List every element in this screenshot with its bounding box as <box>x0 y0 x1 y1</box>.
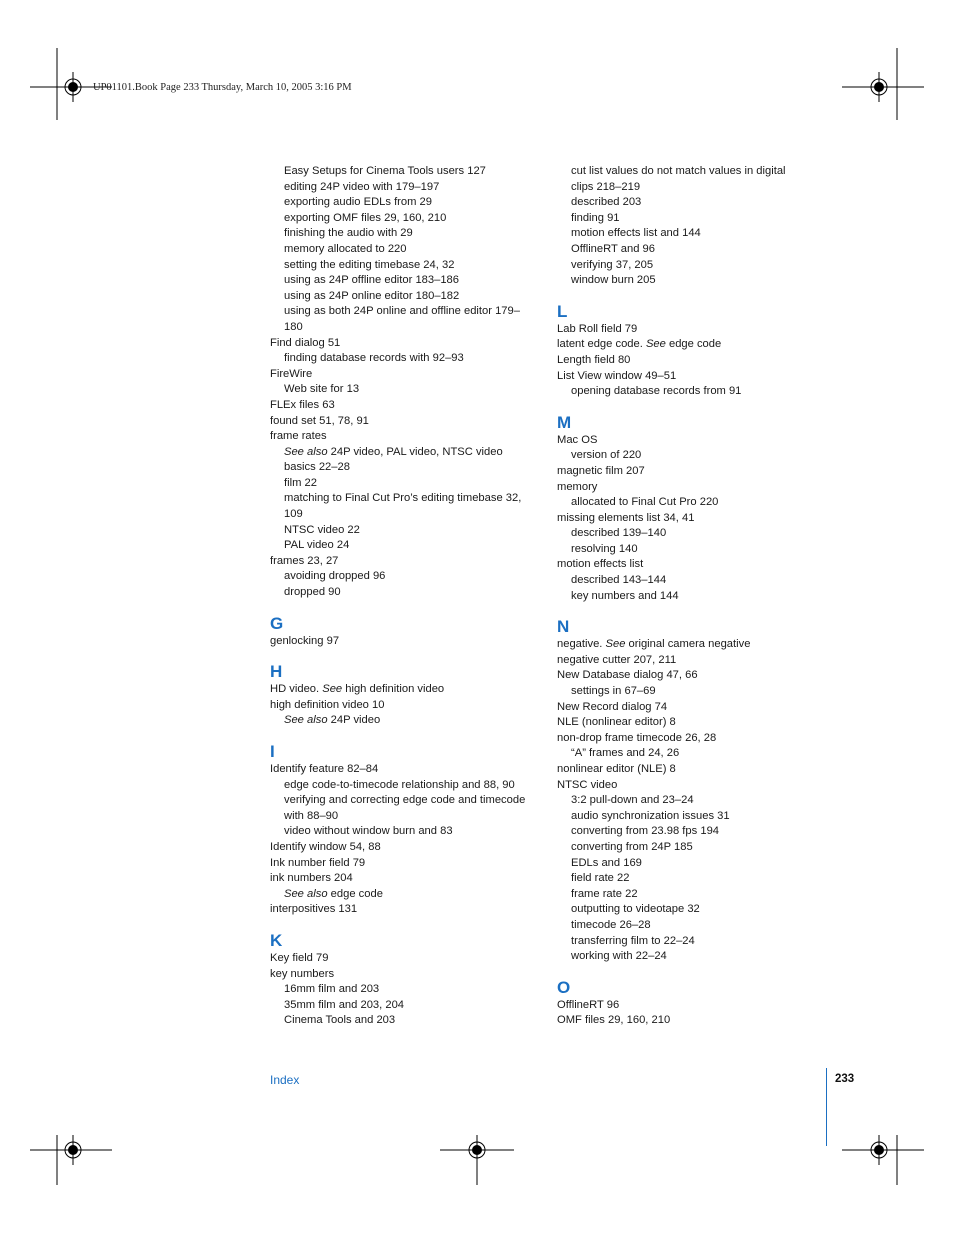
entry-text: HD video. <box>270 683 323 696</box>
index-subentry: motion effects list and 144 <box>571 227 701 240</box>
index-subentry: opening database records from 91 <box>571 385 742 398</box>
index-subentry: converting from 24P 185 <box>571 840 693 853</box>
index-subentry: described 203 <box>571 196 642 209</box>
index-entry: key numbers <box>270 967 335 980</box>
index-subentry: exporting audio EDLs from 29 <box>284 196 433 209</box>
index-subentry: Web site for 13 <box>284 383 360 396</box>
index-subentry: 180 <box>284 320 303 333</box>
index-entry: missing elements list 34, 41 <box>557 511 695 524</box>
index-subentry: editing 24P video with 179–197 <box>284 180 440 193</box>
index-subentry: film 22 <box>284 476 317 489</box>
see-reference: See <box>645 338 666 351</box>
index-subentry <box>270 445 550 461</box>
index-subentry: transferring film to 22–24 <box>571 934 695 947</box>
index-subentry: “A” frames and 24, 26 <box>571 747 680 760</box>
index-entry: FireWire <box>270 367 313 380</box>
index-subentry: NTSC video 22 <box>284 523 360 536</box>
index-section-letter: H <box>270 662 283 682</box>
index-subentry: verifying 37, 205 <box>571 258 654 271</box>
see-also-reference: See also <box>284 445 328 458</box>
index-entry: New Database dialog 47, 66 <box>557 669 698 682</box>
entry-text: latent edge code. <box>557 338 646 351</box>
index-subentry: field rate 22 <box>571 872 630 885</box>
index-entry: frame rates <box>270 430 327 443</box>
registration-mark-icon <box>30 1135 112 1185</box>
index-subentry: using as 24P offline editor 183–186 <box>284 274 459 287</box>
entry-text: 24P video <box>327 714 381 727</box>
index-subentry: setting the editing timebase 24, 32 <box>284 258 455 271</box>
index-entry: non-drop frame timecode 26, 28 <box>557 731 717 744</box>
index-entry: high definition video 10 <box>270 698 385 711</box>
footer-rule <box>826 1068 827 1146</box>
index-subentry: timecode 26–28 <box>571 918 651 931</box>
index-entry: magnetic film 207 <box>557 464 645 477</box>
index-entry: interpositives 131 <box>270 903 358 916</box>
footer-section-label: Index <box>270 1073 300 1087</box>
index-subentry: edge code-to-timecode relationship and 88, 90 <box>284 778 515 791</box>
registration-mark-icon <box>842 1135 924 1185</box>
index-entry: Key field 79 <box>270 951 329 964</box>
index-subentry: allocated to Final Cut Pro 220 <box>571 496 719 509</box>
index-subentry: with 88–90 <box>284 809 339 822</box>
entry-reference-target: edge code <box>665 338 722 351</box>
index-section-letter: G <box>270 613 284 633</box>
index-subentry: video without window burn and 83 <box>284 825 453 838</box>
registration-mark-icon <box>440 1135 514 1185</box>
index-entry: negative cutter 207, 211 <box>557 653 677 666</box>
see-reference: See <box>605 638 626 651</box>
index-entry <box>557 337 817 353</box>
index-subentry: audio synchronization issues 31 <box>571 809 730 822</box>
index-subentry <box>270 713 550 729</box>
index-subentry: clips 218–219 <box>571 180 641 193</box>
index-subentry: dropped 90 <box>284 586 341 599</box>
index-section-letter: N <box>557 617 570 637</box>
index-subentry: outputting to videotape 32 <box>571 903 700 916</box>
index-subentry: avoiding dropped 96 <box>284 570 386 583</box>
index-subentry: cut list values do not match values in digital <box>571 165 786 177</box>
index-subentry: memory allocated to 220 <box>284 242 407 255</box>
index-entry: ink numbers 204 <box>270 872 353 885</box>
index-entry: Identify feature 82–84 <box>270 763 379 775</box>
entry-text: 24P video, PAL video, NTSC video <box>327 445 503 458</box>
index-subentry: finding database records with 92–93 <box>284 352 464 365</box>
index-subentry: PAL video 24 <box>284 539 350 552</box>
index-entry: OMF files 29, 160, 210 <box>557 1014 671 1027</box>
index-entry: List View window 49–51 <box>557 369 677 382</box>
index-entry: Mac OS <box>557 433 598 446</box>
index-subentry <box>270 887 550 903</box>
index-section-letter: I <box>270 742 275 761</box>
entry-reference-target: original camera negative <box>625 638 751 651</box>
index-subentry: described 139–140 <box>571 527 667 540</box>
index-subentry: version of 220 <box>571 449 642 462</box>
index-subentry: OfflineRT and 96 <box>571 242 655 255</box>
index-entry <box>270 682 550 698</box>
index-subentry: using as 24P online editor 180–182 <box>284 289 460 302</box>
index-entry: found set 51, 78, 91 <box>270 414 369 427</box>
index-entry: Lab Roll field 79 <box>557 322 638 335</box>
index-subentry: key numbers and 144 <box>571 589 679 602</box>
index-entry: Identify window 54, 88 <box>270 840 381 853</box>
index-entry: Ink number field 79 <box>270 856 366 869</box>
index-subentry: 16mm film and 203 <box>284 983 380 996</box>
index-subentry: resolving 140 <box>571 542 638 555</box>
index-subentry: Easy Setups for Cinema Tools users 127 <box>284 165 486 177</box>
see-also-reference: See also <box>284 714 328 727</box>
index-entry: NTSC video <box>557 778 618 791</box>
index-subentry: EDLs and 169 <box>571 856 642 869</box>
index-subentry: described 143–144 <box>571 574 667 587</box>
index-entry: memory <box>557 480 598 493</box>
index-entry: New Record dialog 74 <box>557 700 668 713</box>
index-section-letter: M <box>557 412 572 432</box>
registration-mark-icon <box>842 48 924 120</box>
index-section-letter: K <box>270 930 283 950</box>
index-entry: Length field 80 <box>557 353 631 366</box>
index-subentry: finishing the audio with 29 <box>284 227 413 240</box>
index-entry: nonlinear editor (NLE) 8 <box>557 763 676 775</box>
index-subentry: finding 91 <box>571 211 620 224</box>
print-slug: UP01101.Book Page 233 Thursday, March 10, 2005 3:16 PM <box>93 82 352 93</box>
index-column-left <box>270 164 550 1029</box>
index-subentry: 35mm film and 203, 204 <box>284 998 405 1011</box>
index-subentry: window burn 205 <box>571 274 656 287</box>
index-subentry: exporting OMF files 29, 160, 210 <box>284 211 447 224</box>
entry-text: negative. <box>557 638 606 651</box>
index-subentry: 3:2 pull-down and 23–24 <box>571 794 694 807</box>
entry-reference-target: high definition video <box>342 683 445 696</box>
index-entry <box>557 637 817 653</box>
entry-text: edge code <box>327 887 383 900</box>
index-subentry: settings in 67–69 <box>571 685 656 698</box>
index-subentry: verifying and correcting edge code and timecode <box>284 794 526 807</box>
index-entry: NLE (nonlinear editor) 8 <box>557 716 676 729</box>
index-subentry: basics 22–28 <box>284 461 350 474</box>
index-entry: OfflineRT 96 <box>557 998 620 1011</box>
index-entry: genlocking 97 <box>270 634 340 647</box>
see-also-reference: See also <box>284 887 328 900</box>
page-number: 233 <box>835 1073 855 1085</box>
index-entry: motion effects list <box>557 558 644 571</box>
index-subentry: Cinema Tools and 203 <box>284 1014 396 1027</box>
index-subentry: using as both 24P online and offline editor 179– <box>284 305 520 318</box>
index-entry: Find dialog 51 <box>270 336 341 349</box>
index-column-right <box>557 164 817 1029</box>
index-entry: FLEx files 63 <box>270 398 335 411</box>
index-section-letter: L <box>557 301 568 321</box>
index-section-letter: O <box>557 977 571 997</box>
index-subentry: frame rate 22 <box>571 887 638 900</box>
index-subentry: matching to Final Cut Pro’s editing timebase 32, <box>284 492 522 505</box>
index-entry: frames 23, 27 <box>270 554 339 567</box>
index-subentry: converting from 23.98 fps 194 <box>571 825 720 838</box>
index-subentry: 109 <box>284 508 303 521</box>
index-subentry: working with 22–24 <box>571 950 667 963</box>
see-reference: See <box>322 683 343 696</box>
